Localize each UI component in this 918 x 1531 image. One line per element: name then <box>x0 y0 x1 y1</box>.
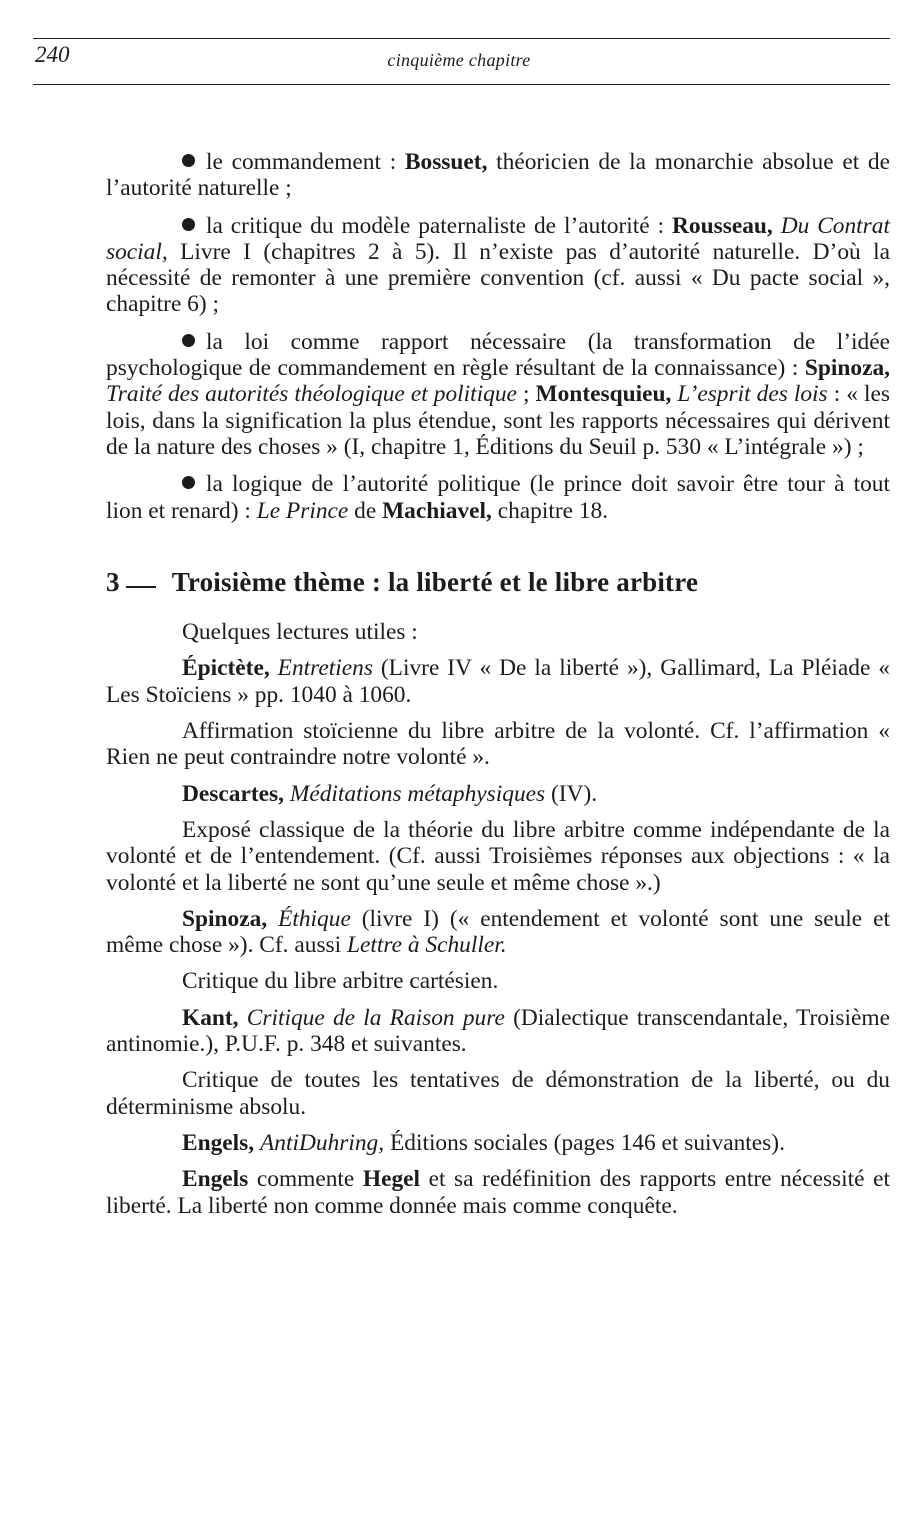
comment-descartes: Exposé classique de la théorie du libre arbitre comme indépendante de la volonté et de l’entendement. (Cf. aussi Troisièmes réponses aux objections : « la volonté et la liberté ne sont qu’une seule et même chose ».) <box>106 816 890 896</box>
reading-engels: Engels, AntiDuhring, Éditions sociales (pages 146 et suivantes). <box>182 1129 785 1156</box>
author-spinoza: Spinoza, <box>804 355 890 382</box>
comment-epictete: Affirmation stoïcienne du libre arbitre de la volonté. Cf. l’affirmation « Rien ne peut contraindre notre volonté ». <box>106 718 890 771</box>
comment-spinoza: Critique du libre arbitre cartésien. <box>182 968 499 995</box>
work-title: Traité des autorités théologique et politique <box>106 381 517 408</box>
author-machiavel: Machiavel, <box>382 497 492 524</box>
bullet-item-rousseau: la critique du modèle paternaliste de l’autorité : Rousseau, Du Contrat social, Livre I (chapitres 2 à 5). Il n’existe pas d’autorité naturelle. D’où la nécessité de remonter à une première convention (cf. aussi « Du pacte social », chapitre 6) ; <box>106 212 890 318</box>
reading-epictete: Épictète, Entretiens (Livre IV « De la liberté »), Gallimard, La Pléiade « Les Stoïciens » pp. 1040 à 1060. <box>106 655 890 708</box>
reading-kant: Kant, Critique de la Raison pure (Dialectique transcendantale, Troisième antinomie.), P.U.F. p. 348 et suivantes. <box>106 1004 890 1058</box>
reading-descartes: Descartes, Méditations métaphysiques (IV). <box>182 780 598 807</box>
comment-kant: Critique de toutes les tentatives de démonstration de la liberté, ou du déterminisme absolu. <box>106 1067 890 1120</box>
bullet-icon <box>182 334 195 347</box>
author-bossuet: Bossuet, <box>404 149 488 175</box>
work-title: Le Prince <box>256 497 349 524</box>
section-number: 3 <box>106 566 120 597</box>
author-rousseau: Rousseau, <box>672 212 773 239</box>
header-bottom-rule <box>33 84 890 85</box>
comment-engels: Engels commente Hegel et sa redéfinition des rapports entre nécessité et liberté. La liberté non comme donnée mais comme conquête. <box>106 1166 890 1219</box>
readings-intro: Quelques lectures utiles : <box>182 619 418 646</box>
section-dash <box>126 586 156 588</box>
work-title: L’esprit des lois <box>677 381 828 408</box>
bullet-icon <box>182 218 195 231</box>
bullet-icon <box>182 476 195 489</box>
running-head: cinquième chapitre <box>387 50 531 70</box>
section-title: Troisième thème : la liberté et le libre arbitre <box>171 566 699 597</box>
bullet-item-bossuet: le commandement : Bossuet, théoricien de la monarchie absolue et de l’autorité naturelle ; <box>106 149 891 202</box>
work-title: Du Contrat social, <box>106 212 890 265</box>
reading-spinoza: Spinoza, Éthique (livre I) (« entendement et volonté sont une seule et même chose »). Cf. aussi Lettre à Schuller. <box>106 905 890 959</box>
bullet-item-spinoza-montesquieu: la loi comme rapport nécessaire (la transformation de l’idée psychologique de commandement en règle résultant de la connaissance) : Spinoza, Traité des autorités théologique et politique ; Montesquieu, L’esprit des lois : « les lois, dans la signification la plus étendue, sont les rapports nécessaires qui dérivent de la nature des choses » (I, chapitre 1, Éditions du Seuil p. 530 « L’intégrale ») ; <box>106 328 890 460</box>
header-top-rule <box>33 38 890 39</box>
body-text <box>106 149 890 1219</box>
author-montesquieu: Montesquieu, <box>535 381 672 408</box>
bullet-item-machiavel: la logique de l’autorité politique (le prince doit savoir être tour à tout lion et renard) : Le Prince de Machiavel, chapitre 18. <box>106 471 890 524</box>
bullet-icon <box>182 154 195 167</box>
page-number: 240 <box>35 42 70 67</box>
section-heading <box>106 566 890 597</box>
